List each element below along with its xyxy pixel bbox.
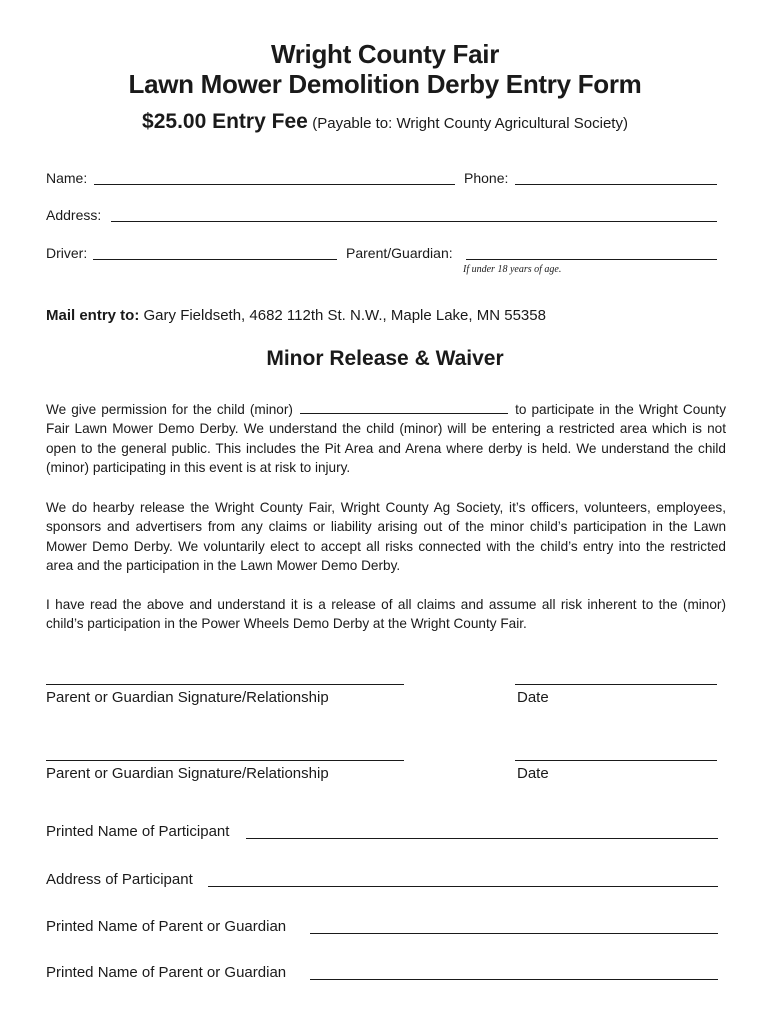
waiver-paragraph-1: [46, 400, 726, 478]
guardian-age-note: If under 18 years of age.: [463, 264, 562, 275]
name-field[interactable]: [94, 184, 455, 185]
waiver-paragraph-3: I have read the above and understand it is a release of all claims and assume all risk inherent to the (minor) child’s participation in the Power Wheels Demo Derby at the Wright County Fair.: [46, 597, 726, 632]
waiver-para1-start: We give permission for the child (minor): [46, 402, 293, 417]
guardian-signature-field-2[interactable]: [46, 760, 404, 761]
signature-label-2: Parent or Guardian Signature/Relationship: [46, 765, 329, 782]
mail-entry-line: [46, 307, 546, 324]
entry-fee-line: [0, 110, 770, 134]
guardian-signature-field-1[interactable]: [46, 684, 404, 685]
date-label-2: Date: [517, 765, 549, 782]
address-participant-field[interactable]: [208, 886, 718, 887]
printed-guardian-label-1: Printed Name of Parent or Guardian: [46, 918, 287, 935]
address-participant-label: Address of Participant: [46, 871, 193, 888]
entry-fee-payable-note: (Payable to: Wright County Agricultural Society): [312, 115, 628, 132]
phone-field[interactable]: [515, 184, 717, 185]
printed-guardian-label-2: Printed Name of Parent or Guardian: [46, 964, 287, 981]
printed-guardian-field-1[interactable]: [310, 933, 718, 934]
minor-name-field[interactable]: [300, 401, 508, 414]
name-label: Name:: [46, 170, 88, 186]
mail-entry-label: Mail entry to:: [46, 307, 140, 324]
printed-guardian-field-2[interactable]: [310, 979, 718, 980]
printed-participant-label: Printed Name of Participant: [46, 823, 230, 840]
phone-label: Phone:: [464, 170, 509, 186]
guardian-field[interactable]: [466, 259, 717, 260]
form-title-line2: Lawn Mower Demolition Derby Entry Form: [128, 69, 642, 99]
form-title-line1: Wright County Fair: [270, 39, 500, 69]
address-label: Address:: [46, 207, 102, 223]
address-field[interactable]: [111, 221, 717, 222]
waiver-heading: Minor Release & Waiver: [266, 347, 504, 370]
signature-label-1: Parent or Guardian Signature/Relationship: [46, 689, 329, 706]
mail-entry-address: Gary Fieldseth, 4682 112th St. N.W., Maple Lake, MN 55358: [143, 307, 546, 324]
date-field-1[interactable]: [515, 684, 717, 685]
waiver-paragraph-2: We do hearby release the Wright County Fair, Wright County Ag Society, it’s officers, volunteers, employees, sponsors and advertisers from any claims or liability arising out of the minor child’s participation in the Lawn Mower Demo Derby. We voluntarily elect to accept all risks connected with the child’s entry into the restricted area and the participation in the Lawn Mower Demo Derby.: [46, 500, 726, 574]
printed-participant-field[interactable]: [246, 838, 718, 839]
waiver-para1-rest: to participate in the Wright County Fair Lawn Mower Demo Derby. We understand the child (minor) will be entering a restricted area which is not open to the general public. This includes the Pit Area and Arena where derby is held. We understand the child (minor) participating in this event is at risk to injury.: [46, 402, 726, 476]
guardian-label: Parent/Guardian:: [346, 245, 453, 261]
date-field-2[interactable]: [515, 760, 717, 761]
driver-field[interactable]: [93, 259, 337, 260]
driver-label: Driver:: [46, 245, 88, 261]
date-label-1: Date: [517, 689, 549, 706]
entry-fee-amount: $25.00 Entry Fee: [142, 110, 308, 133]
